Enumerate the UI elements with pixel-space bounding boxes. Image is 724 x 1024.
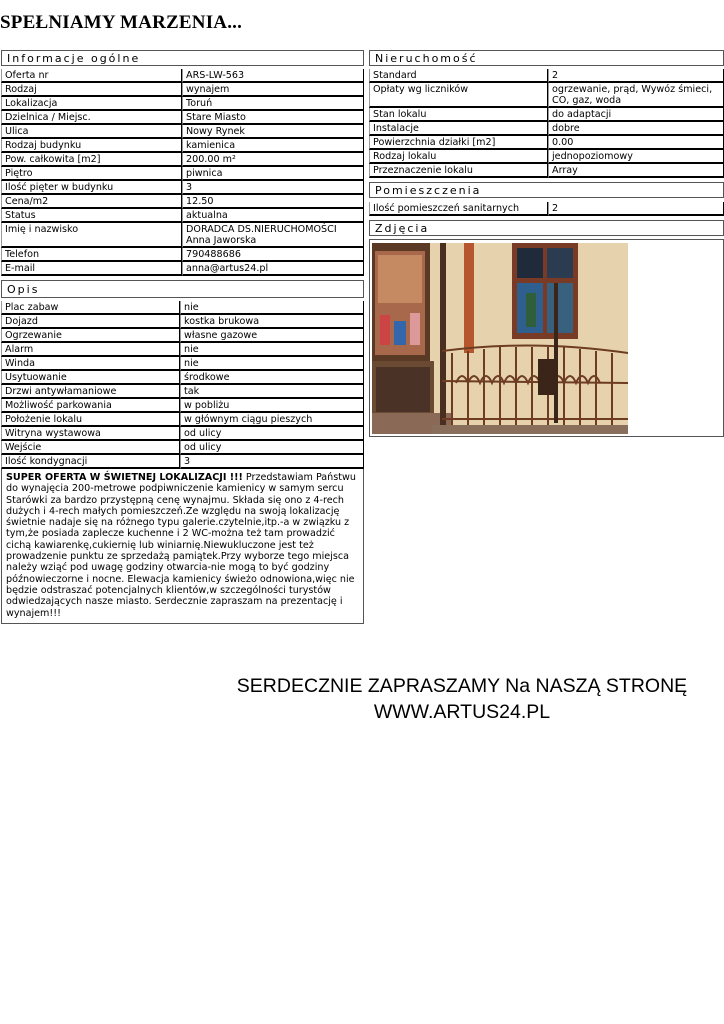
- left-column: [1, 50, 364, 624]
- opis-row: [1, 301, 364, 315]
- rooms-value: 2: [548, 202, 724, 216]
- opis-label: Plac zabaw: [1, 301, 180, 315]
- general-label: Pow. całkowita [m2]: [1, 153, 182, 167]
- general-value: ARS-LW-563: [182, 69, 364, 83]
- general-label: Telefon: [1, 248, 182, 262]
- property-label: Instalacje: [369, 122, 548, 136]
- opis-row: [1, 315, 364, 329]
- description-headline: SUPER OFERTA W ŚWIETNEJ LOKALIZACJI !!!: [6, 472, 243, 483]
- property-label: Przeznaczenie lokalu: [369, 164, 548, 178]
- general-section-heading: Informacje ogólne: [1, 50, 364, 66]
- opis-row: [1, 427, 364, 441]
- general-row: [1, 223, 364, 248]
- general-label: Imię i nazwisko: [1, 223, 182, 248]
- opis-label: Dojazd: [1, 315, 180, 329]
- property-value: 2: [548, 69, 724, 83]
- general-value: DORADCA DS.NIERUCHOMOŚCI Anna Jaworska: [182, 223, 364, 248]
- general-row: [1, 195, 364, 209]
- opis-label: Możliwość parkowania: [1, 399, 180, 413]
- property-value: 0.00: [548, 136, 724, 150]
- general-row: [1, 111, 364, 125]
- opis-value: 3: [180, 455, 364, 469]
- general-row: [1, 248, 364, 262]
- opis-table: [1, 301, 364, 469]
- opis-row: [1, 357, 364, 371]
- opis-label: Usytuowanie: [1, 371, 180, 385]
- photos-section-heading: Zdjęcia: [369, 220, 724, 236]
- general-value: anna@artus24.pl: [182, 262, 364, 276]
- footer: [200, 673, 724, 725]
- opis-label: Witryna wystawowa: [1, 427, 180, 441]
- opis-value: własne gazowe: [180, 329, 364, 343]
- property-row: [369, 150, 724, 164]
- general-value: Toruń: [182, 97, 364, 111]
- opis-row: [1, 371, 364, 385]
- rooms-row: [369, 202, 724, 216]
- property-row: [369, 108, 724, 122]
- opis-label: Winda: [1, 357, 180, 371]
- photo-frame: [369, 239, 724, 437]
- general-row: [1, 69, 364, 83]
- general-row: [1, 139, 364, 153]
- page-title: SPEŁNIAMY MARZENIA...: [0, 12, 243, 33]
- general-value: 3: [182, 181, 364, 195]
- general-row: [1, 153, 364, 167]
- property-section-heading: Nieruchomość: [369, 50, 724, 66]
- general-value: Nowy Rynek: [182, 125, 364, 139]
- description: [1, 469, 364, 624]
- opis-label: Alarm: [1, 343, 180, 357]
- general-value: kamienica: [182, 139, 364, 153]
- general-row: [1, 125, 364, 139]
- property-label: Rodzaj lokalu: [369, 150, 548, 164]
- opis-row: [1, 329, 364, 343]
- rooms-label: Ilość pomieszczeń sanitarnych: [369, 202, 548, 216]
- general-info-table: [1, 69, 364, 276]
- property-label: Stan lokalu: [369, 108, 548, 122]
- opis-section-heading: Opis: [1, 280, 364, 298]
- opis-row: [1, 399, 364, 413]
- opis-value: w głównym ciągu pieszych: [180, 413, 364, 427]
- general-label: Lokalizacja: [1, 97, 182, 111]
- general-value: 200.00 m²: [182, 153, 364, 167]
- general-label: Status: [1, 209, 182, 223]
- general-row: [1, 209, 364, 223]
- general-label: Ilość pięter w budynku: [1, 181, 182, 195]
- general-value: wynajem: [182, 83, 364, 97]
- general-row: [1, 83, 364, 97]
- general-label: E-mail: [1, 262, 182, 276]
- property-label: Opłaty wg liczników: [369, 83, 548, 108]
- opis-row: [1, 413, 364, 427]
- opis-value: nie: [180, 301, 364, 315]
- property-row: [369, 122, 724, 136]
- opis-row: [1, 455, 364, 469]
- opis-label: Drzwi antywłamaniowe: [1, 385, 180, 399]
- property-row: [369, 164, 724, 178]
- general-label: Ulica: [1, 125, 182, 139]
- opis-label: Ogrzewanie: [1, 329, 180, 343]
- right-column: [369, 50, 724, 437]
- property-label: Powierzchnia działki [m2]: [369, 136, 548, 150]
- property-row: [369, 136, 724, 150]
- property-value: dobre: [548, 122, 724, 136]
- property-value: jednopoziomowy: [548, 150, 724, 164]
- opis-value: od ulicy: [180, 427, 364, 441]
- property-row: [369, 83, 724, 108]
- general-value: 790488686: [182, 248, 364, 262]
- opis-label: Ilość kondygnacji: [1, 455, 180, 469]
- footer-website-link[interactable]: WWW.ARTUS24.PL: [373, 701, 551, 723]
- description-text: Przedstawiam Państwu do wynajęcia 200-metrowe podpiwniczenie kamienicy w samym sercu Starówki za bardzo przystępną cenę wynajmu. Składa się ono z 4-rech dużych i 4-rech małych pomieszczeń.Ze względu na swoją lokalizację świetnie nadaje się na różnego typu galerie.czytelnie,itp.-a w związku z tym,że posiada zaplecze kuchenne i 2 WC-można też tam prowadzić cichą kawiarenkę,cukiernię lub winiarnię.Niewukluczone jest też prowadzenie punktu ze sprzedażą pamiątek.Przy wyborze tego miejsca należy wziąć pod uwagę godziny otwarcia-nie mogą to być godziny późnowieczorne i nocne. Elewacja kamienicy świeżo odnowiona,więc nie będzie odstraszać potencjalnych klientów,w szczególności turystów odwiedzających nasze miasto. Serdecznie zapraszam na prezentację i wynajem!!!: [6, 472, 356, 619]
- general-label: Cena/m2: [1, 195, 182, 209]
- property-table: [369, 69, 724, 178]
- property-row: [369, 69, 724, 83]
- opis-value: tak: [180, 385, 364, 399]
- opis-row: [1, 385, 364, 399]
- rooms-section-heading: Pomieszczenia: [369, 182, 724, 198]
- opis-value: nie: [180, 357, 364, 371]
- opis-label: Położenie lokalu: [1, 413, 180, 427]
- general-label: Piętro: [1, 167, 182, 181]
- opis-value: w pobliżu: [180, 399, 364, 413]
- property-value: do adaptacji: [548, 108, 724, 122]
- opis-value: od ulicy: [180, 441, 364, 455]
- general-value: aktualna: [182, 209, 364, 223]
- property-label: Standard: [369, 69, 548, 83]
- general-label: Oferta nr: [1, 69, 182, 83]
- general-row: [1, 262, 364, 276]
- general-value: 12.50: [182, 195, 364, 209]
- footer-invitation: SERDECZNIE ZAPRASZAMY Na NASZĄ STRONĘ: [236, 675, 688, 697]
- property-photo[interactable]: [372, 243, 628, 434]
- opis-row: [1, 441, 364, 455]
- general-value: piwnica: [182, 167, 364, 181]
- property-value: Array: [548, 164, 724, 178]
- rooms-table: [369, 202, 724, 216]
- general-label: Dzielnica / Miejsc.: [1, 111, 182, 125]
- property-value: ogrzewanie, prąd, Wywóz śmieci, CO, gaz, woda: [548, 83, 724, 108]
- general-row: [1, 181, 364, 195]
- general-row: [1, 167, 364, 181]
- opis-value: nie: [180, 343, 364, 357]
- general-row: [1, 97, 364, 111]
- opis-value: środkowe: [180, 371, 364, 385]
- opis-label: Wejście: [1, 441, 180, 455]
- opis-row: [1, 343, 364, 357]
- general-label: Rodzaj: [1, 83, 182, 97]
- general-value: Stare Miasto: [182, 111, 364, 125]
- general-label: Rodzaj budynku: [1, 139, 182, 153]
- opis-value: kostka brukowa: [180, 315, 364, 329]
